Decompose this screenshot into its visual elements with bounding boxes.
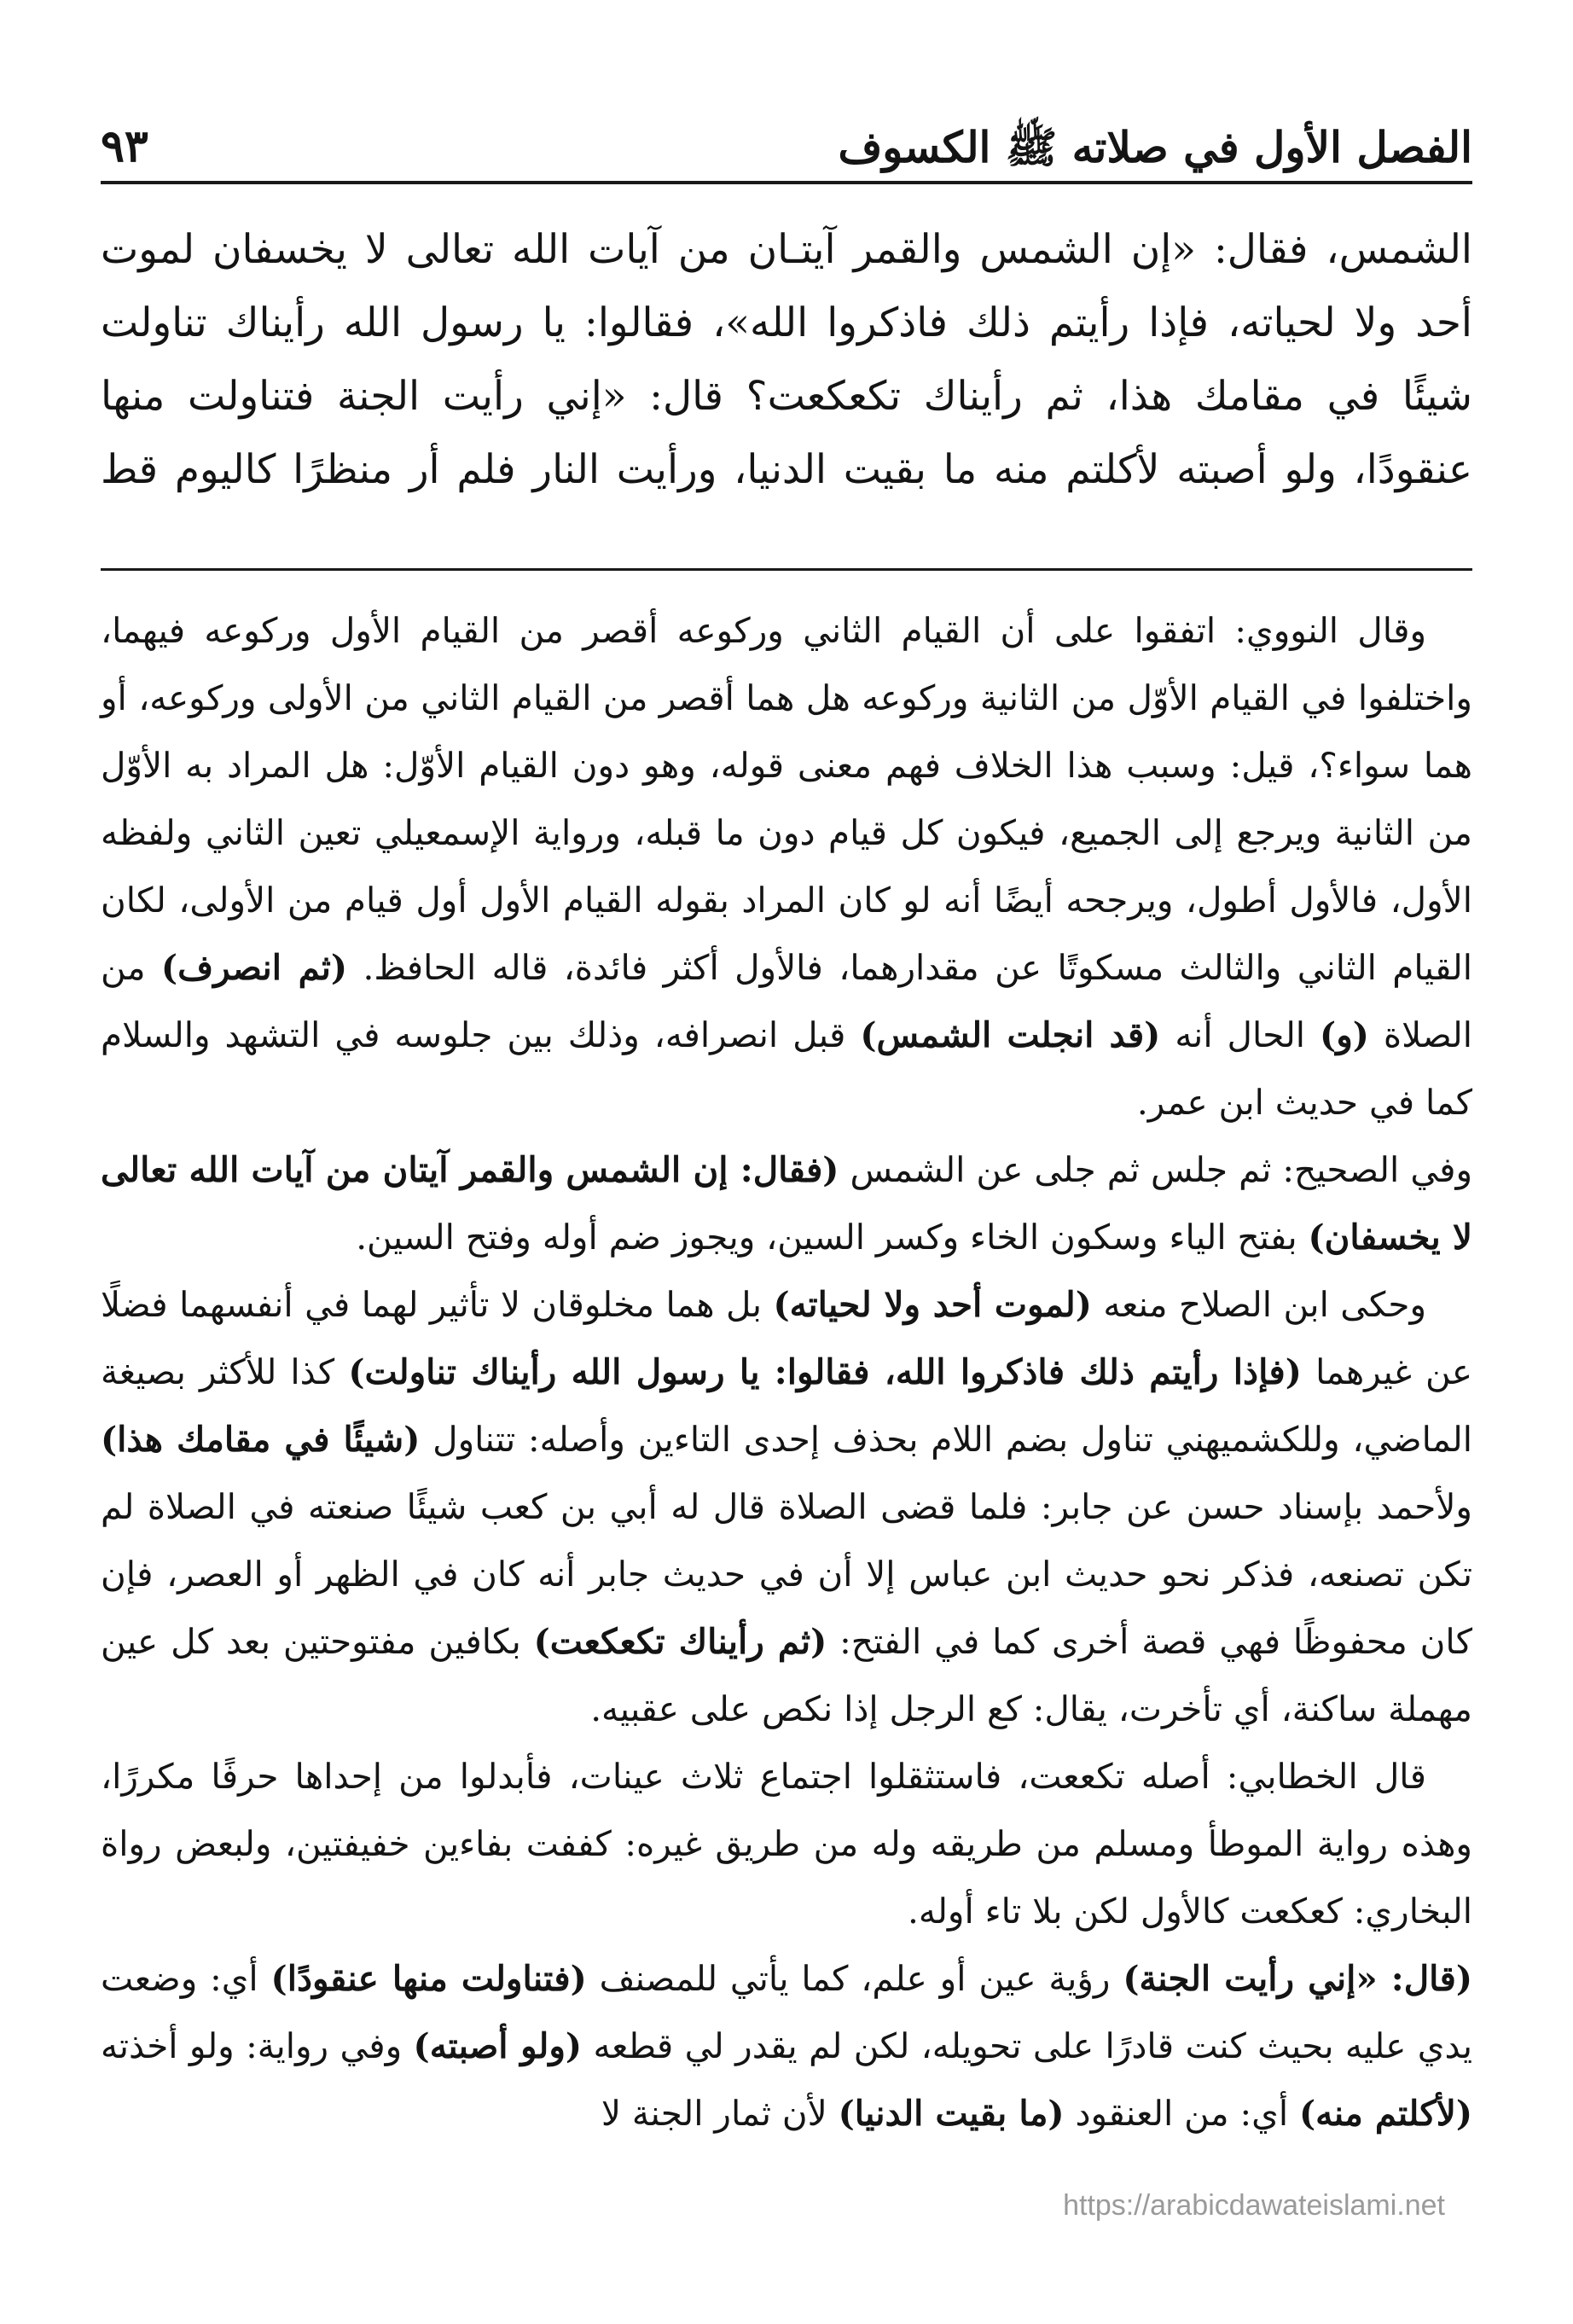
commentary-text: أي: وضعت يدي عليه بحيث كنت قادرًا على تحويله، لكن لم يقدر لي قطعه	[101, 1958, 1472, 2066]
commentary-text: وفي رواية: ولو أخذته	[101, 2025, 403, 2066]
hadith-line: أحد ولا لحياته، فإذا رأيتم ذلك فاذكروا الله»، فقالوا: يا رسول الله رأيناك تناولت	[101, 299, 1472, 346]
commentary-text: كذا للأكثر بصيغة الماضي، وللكشميهني تناول بضم اللام بحذف إحدى التاءين وأصله: تتناول	[101, 1351, 1472, 1460]
hadith-line: عنقودًا، ولو أصبته لأكلتم منه ما بقيت الدنيا، ورأيت النار فلم أر منظرًا كاليوم قط	[101, 446, 1472, 493]
hadith-line: الشمس، فقال: «إن الشمس والقمر آيتـان من آيات الله تعالى لا يخسفان لموت	[101, 226, 1472, 273]
chapter-title: الفصل الأول في صلاته ﷺ الكسوف	[838, 122, 1472, 172]
quoted-phrase: (فقال: إن الشمس والقمر آيتان من آيات الله تعالى لا يخسفان)	[101, 1149, 1472, 1258]
commentary-paragraph	[101, 597, 1472, 1136]
quoted-phrase: (ولو أصبته)	[413, 2025, 583, 2066]
commentary-text: ولأحمد بإسناد حسن عن جابر: فلما قضى الصلاة قال له أبي بن كعب شيئًا صنعته في الصلاة لم تكن تصنعه، فذكر نحو حديث ابن عباس إلا أن في حديث جابر أنه كان في الظهر أو العصر، فإن كان محفوظًا فهي قصة أخرى كما في الفتح:	[101, 1486, 1472, 1662]
commentary-text: رؤية عين أو علم، كما يأتي للمصنف	[599, 1958, 1111, 1999]
quoted-phrase: (ثم انصرف)	[160, 947, 348, 988]
commentary-text: وفي الصحيح: ثم جلس ثم جلى عن الشمس	[850, 1149, 1472, 1190]
commentary-text: وحكى ابن الصلاح منعه	[1103, 1284, 1426, 1325]
commentary-text: بفتح الياء وسكون الخاء وكسر السين، ويجوز ضم أوله وفتح السين.	[356, 1217, 1297, 1258]
source-watermark: https://arabicdawateislami.net	[1063, 2189, 1445, 2222]
hadith-text	[101, 213, 1472, 507]
commentary-paragraph	[101, 1945, 1472, 2147]
commentary-paragraph	[101, 1271, 1472, 1743]
quoted-phrase: (لأكلتم منه)	[1298, 2093, 1472, 2134]
quoted-phrase: (ما بقيت الدنيا)	[838, 2093, 1065, 2134]
quoted-phrase: (شيئًا في مقامك هذا)	[101, 1419, 421, 1460]
quoted-phrase: (و)	[1320, 1014, 1369, 1055]
quoted-phrase: (لموت أحد ولا لحياته)	[773, 1284, 1092, 1325]
commentary-text: الحال أنه	[1175, 1014, 1306, 1055]
quoted-phrase: (قد انجلت الشمس)	[860, 1014, 1161, 1055]
commentary-text: لأن ثمار الجنة لا	[601, 2093, 827, 2134]
commentary-text: بل هما مخلوقان لا تأثير لهما في أنفسهما فضلًا عن غيرهما	[101, 1284, 1473, 1392]
commentary-text: بكافين مفتوحتين بعد كل عين مهملة ساكنة، أي تأخرت، يقال: كع الرجل إذا نكص على عقبيه.	[101, 1621, 1472, 1729]
quoted-phrase: (ثم رأيناك تكعكعت)	[533, 1621, 827, 1662]
commentary-text: وقال النووي: اتفقوا على أن القيام الثاني وركوعه أقصر من القيام الأول وركوعه فيهما، واختلفوا في القيام الأوّل من الثانية وركوعه هل هما أقصر من القيام الثاني من الأولى وركوعه، أو هما سواء؟، قيل: وسبب هذا الخلاف فهم معنى قوله، وهو دون القيام الأوّل: هل المراد به الأوّل من الثانية ويرجع إلى الجميع، فيكون كل قيام دون ما قبله، ورواية الإسمعيلي تعين الثاني ولفظه الأول، فالأول أطول، ويرجحه أيضًا أنه لو كان المراد بقوله القيام الأول أول قيام من الأولى، لكان القيام الثاني والثالث مسكوتًا عن مقدارهما، فالأول أكثر فائدة، قاله الحافظ.	[101, 610, 1473, 988]
commentary-paragraph	[101, 1136, 1472, 1271]
commentary-text: قبل انصرافه، وذلك بين جلوسه في التشهد والسلام كما في حديث ابن عمر.	[101, 1014, 1472, 1123]
quoted-phrase: (فتناولت منها عنقودًا)	[270, 1958, 587, 1999]
commentary-text: من الصلاة	[101, 947, 1473, 1055]
running-header	[101, 101, 1472, 184]
commentary-divider	[101, 568, 1472, 571]
quoted-phrase: (قال: «إني رأيت الجنة)	[1123, 1958, 1473, 1999]
commentary-text: أي: من العنقود	[1075, 2093, 1289, 2134]
page-number: ٩٣	[101, 120, 148, 172]
commentary-text: قال الخطابي: أصله تكععت، فاستثقلوا اجتماع ثلاث عينات، فأبدلوا من إحداها حرفًا مكررًا، وهذه رواية الموطأ ومسلم من طريقه وله من طريق غيره: كففت بفاءين خفيفتين، ولبعض رواة البخاري: كعكعت كالأول لكن بلا تاء أوله.	[101, 1756, 1472, 1932]
hadith-line: شيئًا في مقامك هذا، ثم رأيناك تكعكعت؟ قال: «إني رأيت الجنة فتناولت منها	[101, 373, 1472, 420]
commentary	[101, 597, 1472, 2147]
commentary-paragraph	[101, 1743, 1472, 1945]
quoted-phrase: (فإذا رأيتم ذلك فاذكروا الله، فقالوا: يا رسول الله رأيناك تناولت)	[348, 1351, 1302, 1392]
